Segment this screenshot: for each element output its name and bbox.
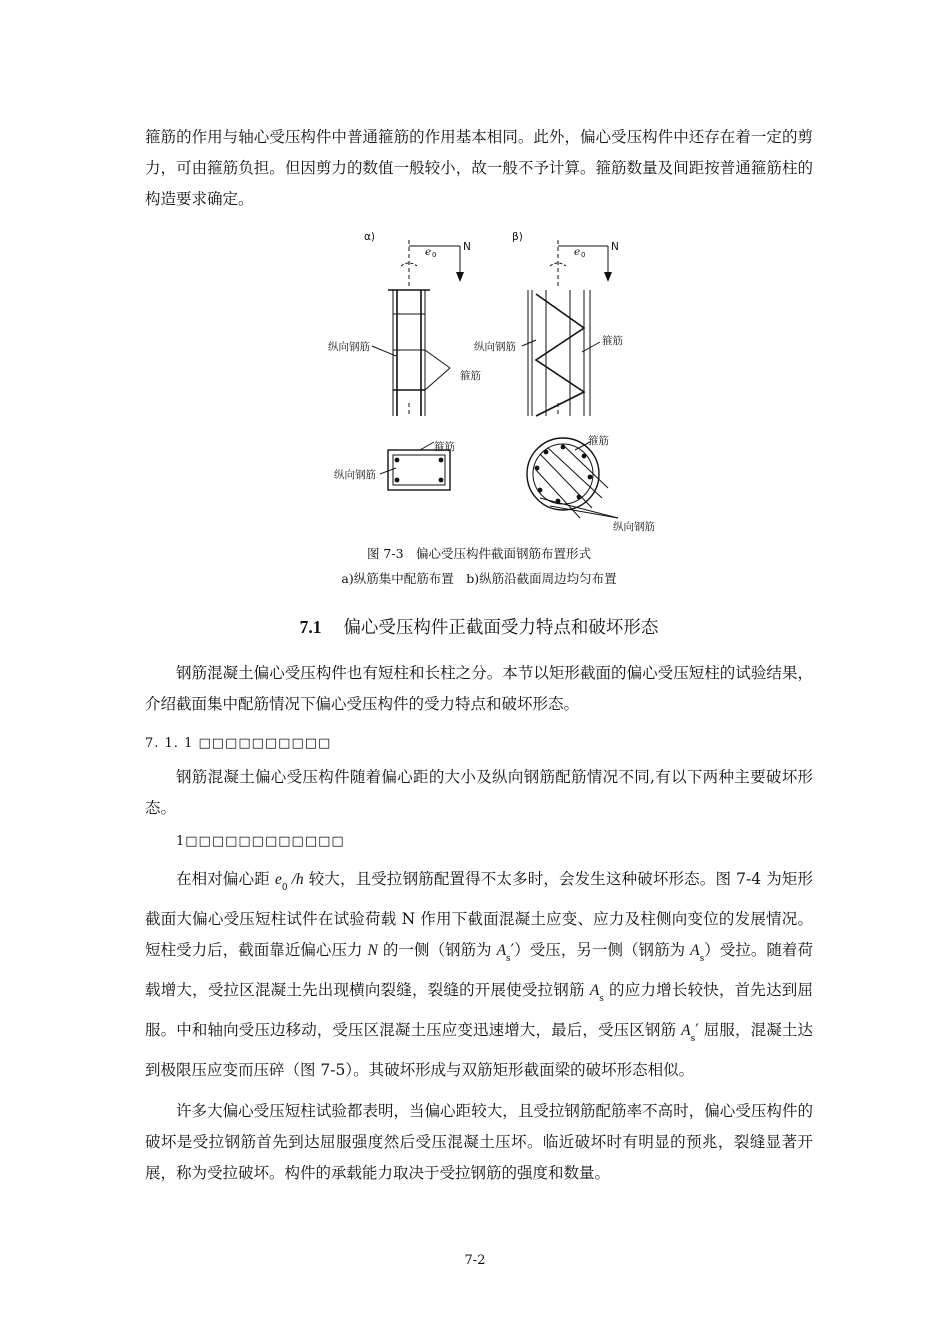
figure-caption-line2: a)纵筋集中配筋布置 b)纵筋沿截面周边均匀布置 (341, 571, 617, 586)
section-intro-paragraph: 钢筋混凝土偏心受压构件也有短柱和长柱之分。本节以矩形截面的偏心受压短柱的试验结果，介绍截面集中配筋情况下偏心受压构件的受力特点和破坏形态。 (145, 664, 813, 713)
section-number: 7.1 (299, 617, 322, 637)
large-eccentricity-paragraph: 在相对偏心距 $e_0$ /h 较大，且受拉钢筋配置得不太多时，会发生这种破坏形态。图 7-4 为矩形截面大偏心受压短柱试件在试验荷载 N 作用下截面混凝土应变、应力及柱侧向变位的发展情况。短柱受力后，截面靠近偏心压力 N 的一侧（钢筋为 $A_s'$）受压，另一侧（钢筋为 $A_s$）受拉。随着荷载增大，受拉区混凝土先出现横向裂缝，裂缝的开展使受拉钢筋 $A_s$ 的应力增长较快，首先达到屈服。中和轴向受压边移动，受压区混凝土压应变迅速增大，最后，受压区钢筋 $A_s'$ 屈服，混凝土达到极限压应变而压碎（图 7-5）。其破坏形成与双筋矩形截面梁的破坏形态相似。 (145, 870, 813, 1079)
subsection-heading: 7. 1. 1 □□□□□□□□□□ (145, 736, 332, 751)
stirrup-label-b: 箍筋 (602, 335, 623, 347)
longitudinal-rebar-label-section-b: 纵向钢筋 (613, 521, 655, 533)
stirrup-label-a: 箍筋 (460, 370, 481, 382)
intro-paragraph: 箍筋的作用与轴心受压构件中普通箍筋的作用基本相同。此外，偏心受压构件中还存在着一定的剪力，可由箍筋负担。但因剪力的数值一般较小，故一般不予计算。箍筋数量及间距按普通箍筋柱的构造要求确定。 (145, 128, 813, 208)
figure-caption-line1: 图 7-3 偏心受压构件截面钢筋布置形式 (366, 546, 592, 561)
ecc-label-a: e (425, 246, 432, 258)
load-label-a: N (463, 241, 471, 253)
rebar-dots (395, 445, 593, 504)
ecc-sub-b: 0 (581, 251, 586, 259)
stirrup-label-section-a: 箍筋 (434, 441, 455, 453)
load-label-b: N (611, 241, 619, 253)
spiral-stirrup (536, 294, 584, 416)
item1-heading: 1□□□□□□□□□□□□ (176, 834, 345, 849)
longitudinal-rebar-label-b: 纵向钢筋 (474, 341, 516, 353)
tension-failure-paragraph: 许多大偏心受压短柱试验都表明，当偏心距较大，且受拉钢筋配筋率不高时，偏心受压构件的破坏是受拉钢筋首先到达屈服强度然后受压混凝土压坏。临近破坏时有明显的预兆，裂缝显著开展，称为受拉破坏。构件的承载能力取决于受拉钢筋的强度和数量。 (145, 1102, 813, 1182)
ecc-sub-a: 0 (432, 251, 437, 259)
longitudinal-rebar-label-a: 纵向钢筋 (328, 341, 370, 353)
page-number: 7-2 (464, 1253, 486, 1268)
failure-forms-paragraph: 钢筋混凝土偏心受压构件随着偏心距的大小及纵向钢筋配筋情况不同,有以下两种主要破坏形态。 (145, 768, 813, 817)
section-title-text: 偏心受压构件正截面受力特点和破坏形态 (343, 618, 659, 638)
rect-section (388, 450, 450, 490)
longitudinal-rebar-label-section-a: 纵向钢筋 (334, 469, 376, 481)
figure-7-3 (300, 228, 690, 540)
figure-drawing (300, 228, 690, 540)
ecc-label-b: e (574, 246, 581, 258)
panel-a-label: α) (364, 231, 376, 243)
section-heading (145, 614, 813, 639)
panel-b-label: β) (512, 231, 523, 243)
stirrup-label-section-b: 箍筋 (588, 435, 609, 447)
